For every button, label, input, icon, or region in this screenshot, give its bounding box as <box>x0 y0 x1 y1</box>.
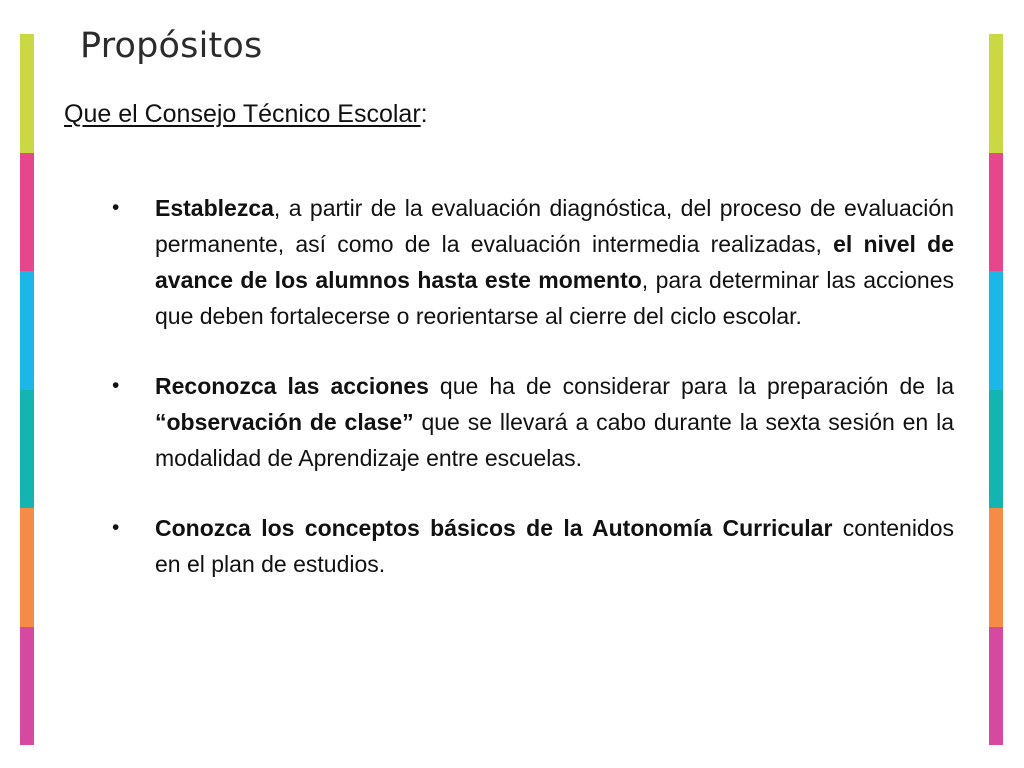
text-run: contenidos en el plan de estudios. <box>155 515 955 577</box>
stripe-segment <box>989 627 1003 746</box>
stripe-segment <box>989 390 1003 509</box>
bullet-item <box>112 510 954 582</box>
bold-run: Reconozca las acciones <box>155 373 429 399</box>
slide-title: Propósitos <box>80 26 263 66</box>
bullet-icon: • <box>112 516 120 539</box>
bullet-icon: • <box>112 196 120 219</box>
stripe-segment <box>20 271 34 390</box>
stripe-segment <box>20 153 34 272</box>
stripe-segment <box>989 508 1003 627</box>
bullet-text <box>155 368 954 476</box>
bold-run: Conozca los conceptos básicos de la Autonomía Curricular <box>155 515 833 541</box>
bullet-icon: • <box>112 374 120 397</box>
bullet-item <box>112 190 954 334</box>
bold-run: Establezca <box>155 195 274 221</box>
stripe-segment <box>989 34 1003 153</box>
subtitle-text: Que el Consejo Técnico Escolar <box>64 100 421 128</box>
bold-run: el nivel de avance de los alumnos hasta este momento <box>155 231 954 293</box>
stripe-segment <box>20 508 34 627</box>
subtitle-colon: : <box>420 100 428 128</box>
stripe-segment <box>989 153 1003 272</box>
bullet-text <box>155 190 954 334</box>
text-run: , a partir de la evaluación diagnóstica, del proceso de evaluación permanente, así como de la evaluación intermedia realizadas, <box>155 195 954 257</box>
text-run: que se llevará a cabo durante la sexta sesión en la modalidad de Aprendizaje entre escuelas. <box>155 409 954 471</box>
stripe-segment <box>20 34 34 153</box>
stripe-segment <box>989 271 1003 390</box>
bullet-list <box>112 190 954 616</box>
bullet-item <box>112 368 954 476</box>
text-run: , para determinar las acciones que deben fortalecerse o reorientarse al cierre del ciclo escolar. <box>155 267 954 329</box>
left-color-stripe <box>20 34 34 745</box>
slide-subtitle <box>64 100 428 129</box>
text-run: que ha de considerar para la preparación de la <box>428 373 954 399</box>
bullet-text <box>155 510 954 582</box>
right-color-stripe <box>989 34 1003 745</box>
stripe-segment <box>20 390 34 509</box>
stripe-segment <box>20 627 34 746</box>
bold-run: “observación de clase” <box>155 409 414 435</box>
